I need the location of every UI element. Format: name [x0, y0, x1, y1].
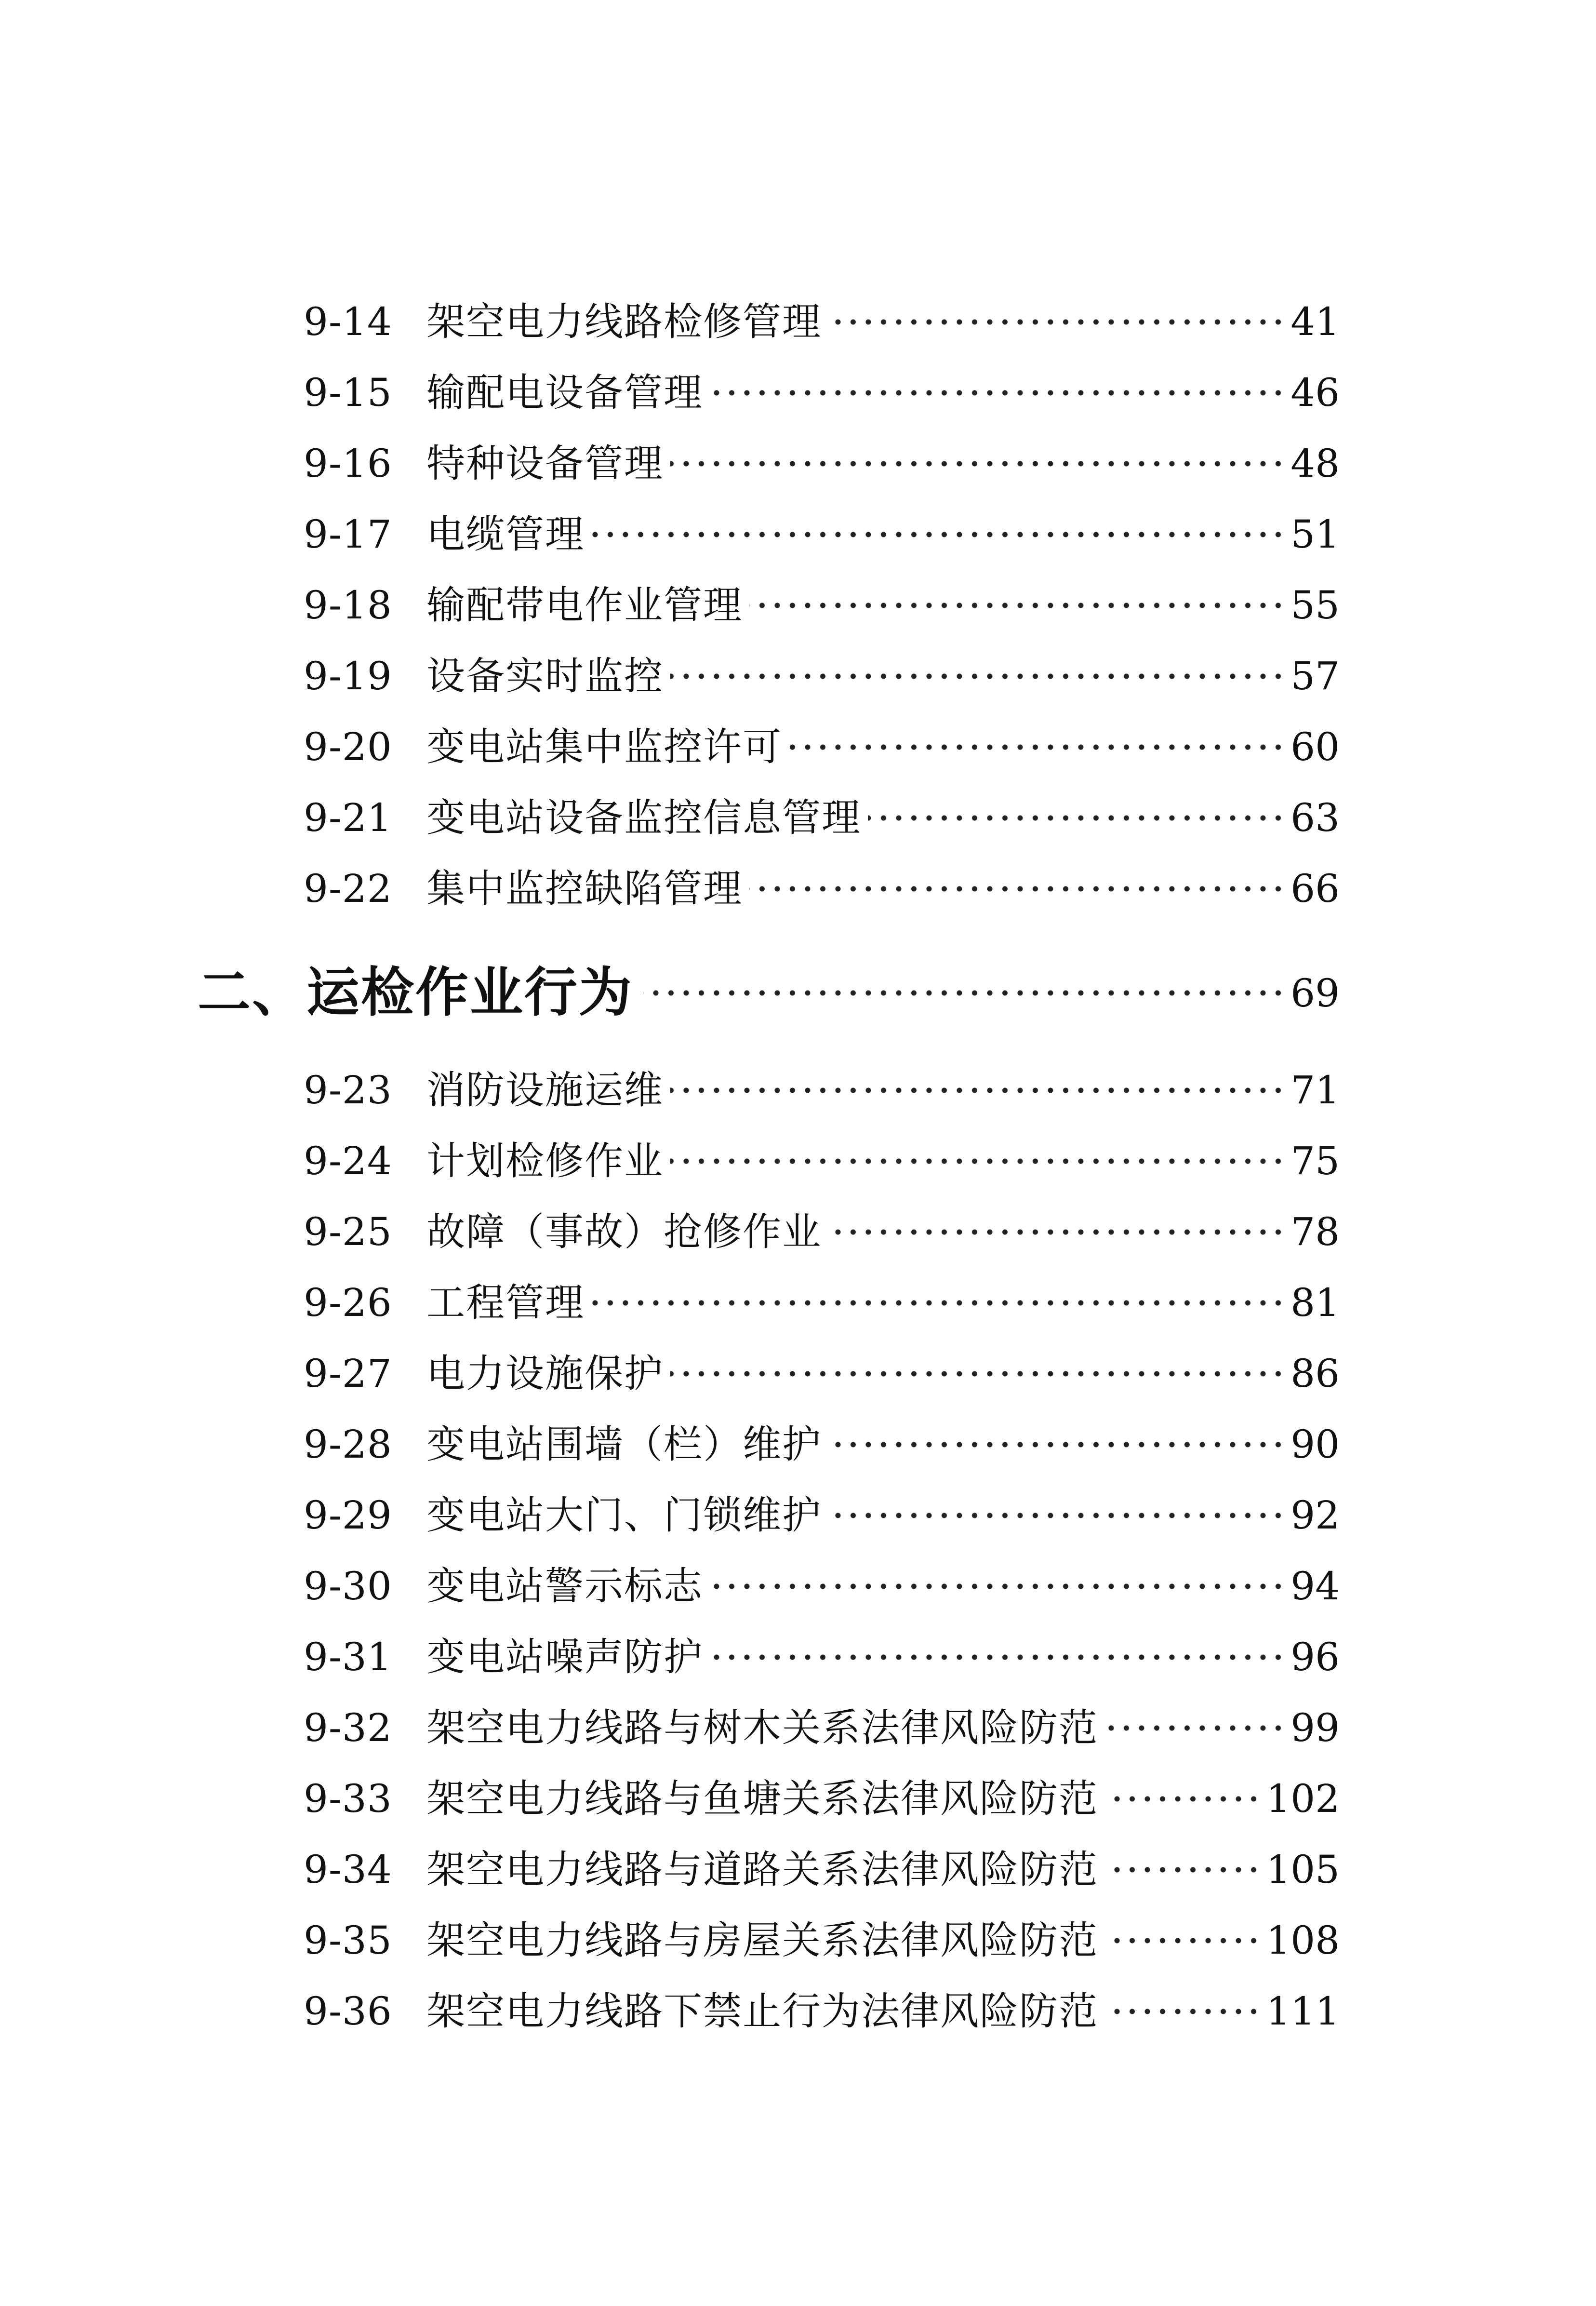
entry-page: 105 [1266, 1847, 1340, 1892]
entry-page: 48 [1290, 441, 1340, 486]
entry-page: 102 [1266, 1776, 1340, 1821]
dot-leader [749, 884, 1286, 894]
toc-entry[interactable] [304, 364, 1340, 422]
entry-page: 55 [1290, 583, 1340, 628]
dot-leader [670, 1369, 1286, 1379]
entry-number: 9-19 [304, 654, 392, 698]
dot-leader [749, 601, 1286, 610]
entry-page: 86 [1290, 1351, 1340, 1396]
dot-leader [1105, 1794, 1261, 1804]
entry-title: 故障（事故）抢修作业 [426, 1209, 822, 1254]
entry-page: 46 [1290, 370, 1340, 415]
entry-title: 变电站设备监控信息管理 [426, 795, 861, 840]
toc-entry[interactable] [304, 1132, 1340, 1190]
entry-title: 工程管理 [426, 1280, 585, 1325]
entry-page: 81 [1290, 1280, 1340, 1325]
entry-number: 9-24 [304, 1139, 392, 1183]
entry-number: 9-14 [304, 299, 392, 344]
entry-page: 92 [1290, 1493, 1340, 1538]
entry-number: 9-32 [304, 1705, 392, 1750]
entry-number: 9-30 [304, 1564, 392, 1609]
toc-entry[interactable] [304, 1841, 1340, 1899]
entry-page: 41 [1290, 299, 1340, 344]
entry-number: 9-16 [304, 441, 392, 486]
entry-title: 架空电力线路与树木关系法律风险防范 [426, 1705, 1098, 1750]
entry-title: 架空电力线路与鱼塘关系法律风险防范 [426, 1776, 1098, 1821]
entry-page: 66 [1290, 866, 1340, 911]
dot-leader [1105, 1865, 1261, 1875]
section-page: 69 [1290, 970, 1340, 1016]
toc-entry[interactable] [304, 1274, 1340, 1332]
entry-page: 71 [1290, 1068, 1340, 1113]
toc-entry[interactable] [304, 1983, 1340, 2040]
toc-entry[interactable] [304, 1416, 1340, 1474]
entry-page: 63 [1290, 795, 1340, 840]
toc-entry[interactable] [304, 1061, 1340, 1119]
dot-leader [710, 388, 1286, 398]
dot-leader [789, 742, 1286, 752]
entry-number: 9-21 [304, 795, 392, 840]
entry-title: 变电站集中监控许可 [426, 724, 782, 769]
dot-leader [670, 459, 1286, 469]
entry-title: 变电站大门、门锁维护 [426, 1493, 822, 1538]
section-title: 二、运检作业行为 [198, 962, 633, 1023]
entry-page: 111 [1266, 1989, 1340, 2034]
dot-leader [591, 530, 1286, 539]
entry-number: 9-31 [304, 1635, 392, 1679]
entry-title: 架空电力线路检修管理 [426, 299, 822, 344]
toc-entry[interactable] [304, 1699, 1340, 1757]
entry-number: 9-26 [304, 1280, 392, 1325]
entry-title: 输配电设备管理 [426, 370, 703, 415]
entry-number: 9-28 [304, 1422, 392, 1467]
entry-title: 变电站围墙（栏）维护 [426, 1422, 822, 1467]
entry-page: 94 [1290, 1564, 1340, 1609]
entry-number: 9-27 [304, 1351, 392, 1396]
entry-number: 9-18 [304, 583, 392, 628]
dot-leader [828, 1440, 1286, 1449]
entry-title: 架空电力线路与道路关系法律风险防范 [426, 1847, 1098, 1892]
toc-entry[interactable] [304, 576, 1340, 634]
entry-page: 90 [1290, 1422, 1340, 1467]
entry-title: 架空电力线路与房屋关系法律风险防范 [426, 1918, 1098, 1963]
entry-page: 60 [1290, 724, 1340, 769]
toc-entry[interactable] [304, 1770, 1340, 1828]
entry-title: 消防设施运维 [426, 1068, 664, 1113]
entry-number: 9-36 [304, 1989, 392, 2034]
toc-entry[interactable] [304, 293, 1340, 351]
dot-leader [670, 1156, 1286, 1166]
entry-page: 96 [1290, 1635, 1340, 1679]
entry-number: 9-22 [304, 866, 392, 911]
entry-title: 电缆管理 [426, 512, 585, 557]
entry-title: 集中监控缺陷管理 [426, 866, 743, 911]
entry-number: 9-33 [304, 1776, 392, 1821]
toc-entry[interactable] [304, 860, 1340, 918]
entry-number: 9-29 [304, 1493, 392, 1538]
toc-entry[interactable] [304, 1557, 1340, 1615]
entry-title: 设备实时监控 [426, 654, 664, 698]
entry-title: 架空电力线路下禁止行为法律风险防范 [426, 1989, 1098, 2034]
entry-number: 9-34 [304, 1847, 392, 1892]
entry-title: 输配带电作业管理 [426, 583, 743, 628]
entry-page: 75 [1290, 1139, 1340, 1183]
dot-leader [1105, 2007, 1261, 2016]
toc-entry[interactable] [304, 718, 1340, 776]
entry-title: 变电站噪声防护 [426, 1635, 703, 1679]
entry-number: 9-15 [304, 370, 392, 415]
toc-entry[interactable] [304, 647, 1340, 705]
toc-entry[interactable] [304, 1203, 1340, 1261]
dot-leader [670, 671, 1286, 681]
entry-title: 电力设施保护 [426, 1351, 664, 1396]
dot-leader [1105, 1723, 1286, 1733]
entry-number: 9-17 [304, 512, 392, 557]
dot-leader [828, 317, 1286, 327]
dot-leader [710, 1582, 1286, 1591]
entry-title: 变电站警示标志 [426, 1564, 703, 1609]
toc-entry[interactable] [304, 506, 1340, 563]
dot-leader [710, 1652, 1286, 1662]
entry-number: 9-23 [304, 1068, 392, 1113]
toc-entry[interactable] [304, 435, 1340, 493]
entry-page: 51 [1290, 512, 1340, 557]
entry-title: 计划检修作业 [426, 1139, 664, 1183]
toc-entry[interactable] [304, 1345, 1340, 1403]
entry-page: 78 [1290, 1209, 1340, 1254]
dot-leader [828, 1227, 1286, 1237]
entry-number: 9-35 [304, 1918, 392, 1963]
dot-leader [868, 813, 1286, 823]
dot-leader [643, 988, 1286, 998]
dot-leader [828, 1511, 1286, 1520]
dot-leader [1105, 1936, 1261, 1945]
entry-title: 特种设备管理 [426, 441, 664, 486]
entry-number: 9-20 [304, 724, 392, 769]
entry-page: 99 [1290, 1705, 1340, 1750]
dot-leader [591, 1298, 1286, 1308]
entry-number: 9-25 [304, 1209, 392, 1254]
toc-entry[interactable] [304, 789, 1340, 847]
toc-entry[interactable] [304, 1628, 1340, 1686]
toc-section-heading[interactable] [198, 950, 1340, 1027]
toc-entry[interactable] [304, 1487, 1340, 1544]
entry-page: 108 [1266, 1918, 1340, 1963]
dot-leader [670, 1086, 1286, 1095]
entry-page: 57 [1290, 654, 1340, 698]
toc-entry[interactable] [304, 1912, 1340, 1970]
